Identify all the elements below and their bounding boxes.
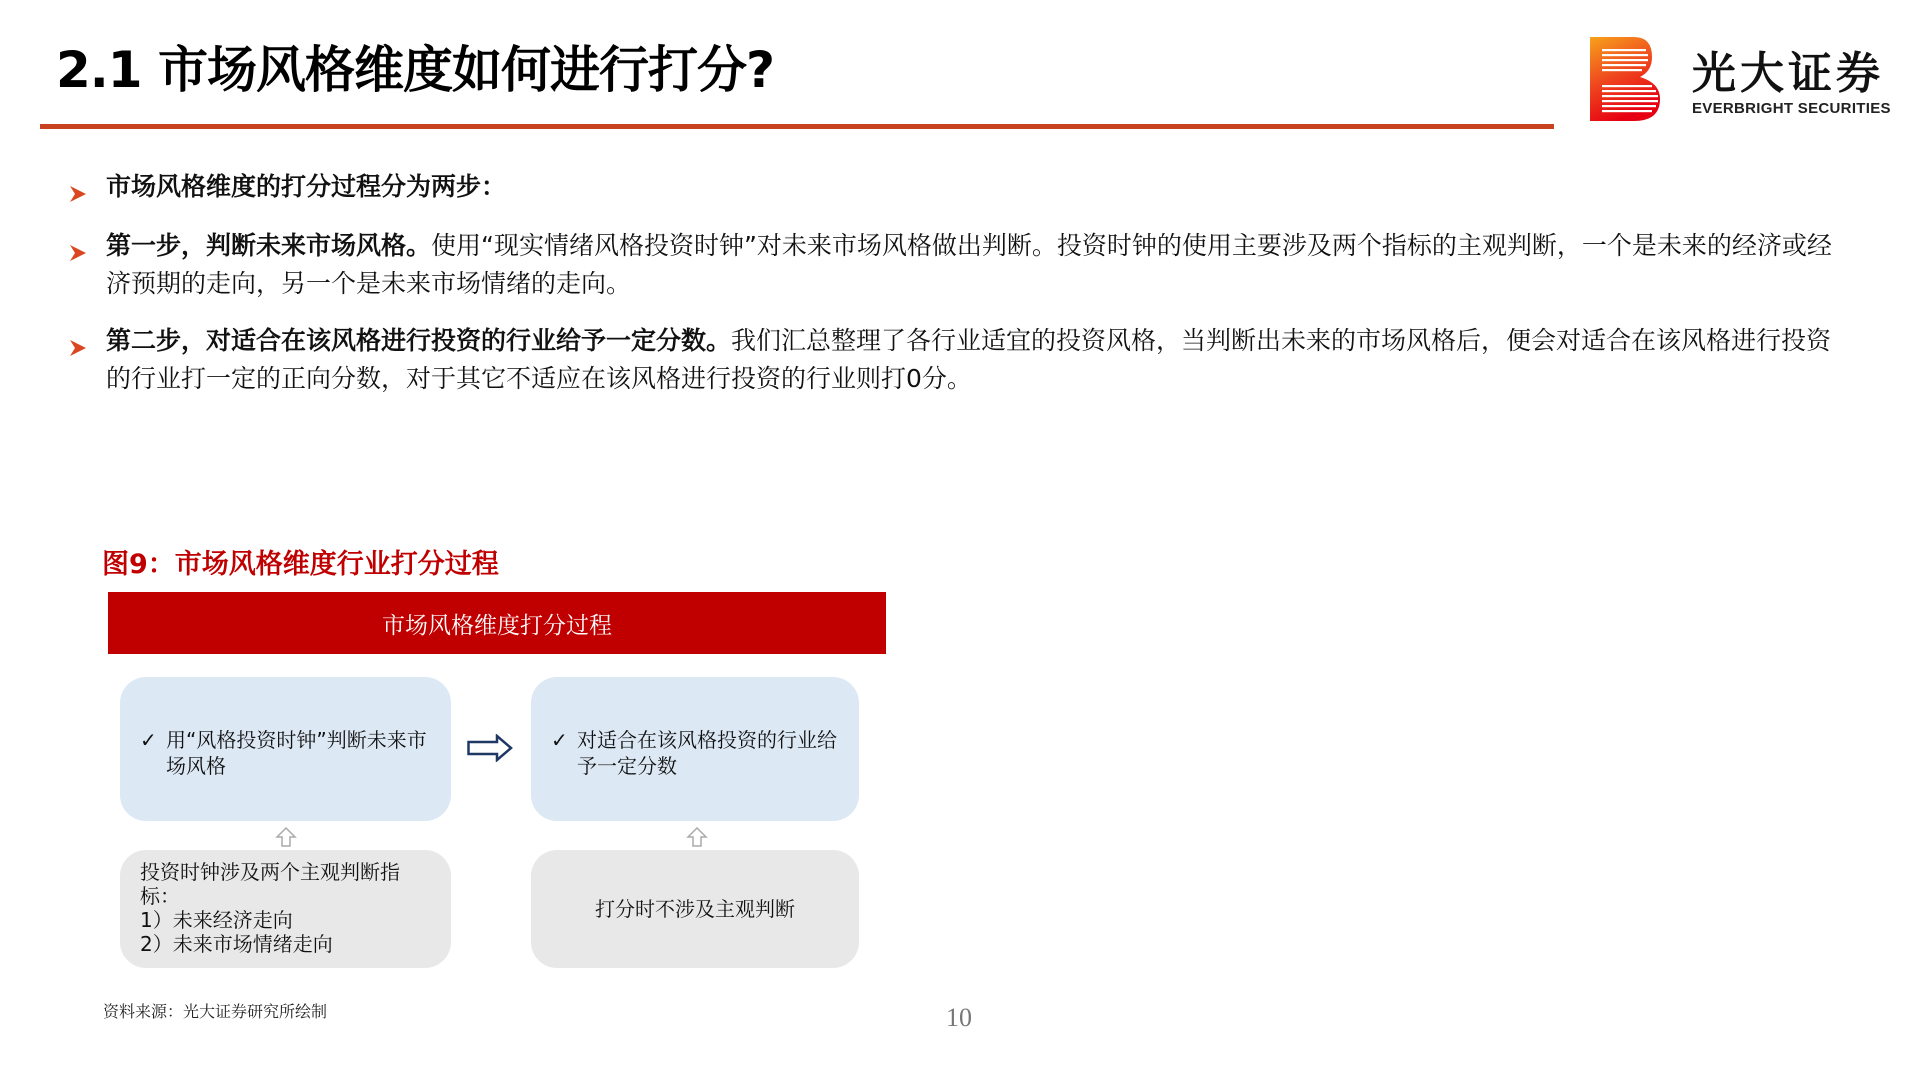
box-judge-style-text: 用“风格投资时钟”判断未来市场风格	[166, 728, 427, 778]
logo-name-cn: 光大证券	[1692, 48, 1884, 99]
bullet-intro	[68, 168, 1838, 206]
step-one-heading: 第一步，判断未来市场风格。	[106, 231, 432, 260]
step-one-body: 使用“现实情绪风格投资时钟”对未来市场风格做出判断。投资时钟的使用主要涉及两个指标的主观判断，一个是未来的经济或经济预期的走向，另一个是未来市场情绪的走向。	[106, 231, 1832, 298]
source-note: 资料来源：光大证券研究所绘制	[103, 1002, 328, 1021]
check-icon: ✓	[551, 728, 568, 752]
check-icon: ✓	[140, 728, 157, 752]
page-title: 2.1 市场风格维度如何进行打分?	[56, 41, 774, 99]
box-no-subjective	[531, 850, 859, 968]
arrowhead-bullet-icon	[68, 177, 88, 197]
box-judge-style	[120, 677, 451, 821]
title-divider	[40, 124, 1554, 129]
bullet-step-one	[68, 227, 1838, 303]
step-two-heading: 第二步，对适合在该风格进行投资的行业给予一定分数。	[106, 326, 732, 355]
arrow-up-icon	[686, 826, 708, 848]
bullet-step-two	[68, 322, 1838, 398]
indicator-line: 投资时钟涉及两个主观判断指标：	[140, 860, 400, 908]
arrow-up-icon	[275, 826, 297, 848]
box-subjective-indicators	[120, 850, 451, 968]
arrowhead-bullet-icon	[68, 331, 88, 351]
bullet-intro-text: 市场风格维度的打分过程分为两步：	[106, 172, 507, 201]
step-two-body: 我们汇总整理了各行业适宜的投资风格，当判断出未来的市场风格后，便会对适合在该风格进行投资的行业打一定的正向分数，对于其它不适应在该风格进行投资的行业则打0分。	[106, 326, 1832, 393]
figure-header-bar: 市场风格维度打分过程	[108, 592, 886, 654]
arrowhead-bullet-icon	[68, 236, 88, 256]
arrow-right-icon	[467, 734, 513, 762]
indicator-line: 2）未来市场情绪走向	[140, 932, 333, 956]
box-assign-score-text: 对适合在该风格投资的行业给予一定分数	[577, 728, 837, 778]
page-number: 10	[946, 1003, 972, 1032]
box-no-subjective-text: 打分时不涉及主观判断	[595, 897, 795, 921]
indicator-line: 1）未来经济走向	[140, 908, 293, 932]
logo-name-en: EVERBRIGHT SECURITIES	[1692, 100, 1891, 117]
figure-title: 图9：市场风格维度行业打分过程	[102, 549, 499, 580]
everbright-b-logo-icon	[1590, 37, 1664, 121]
box-assign-score	[531, 677, 859, 821]
